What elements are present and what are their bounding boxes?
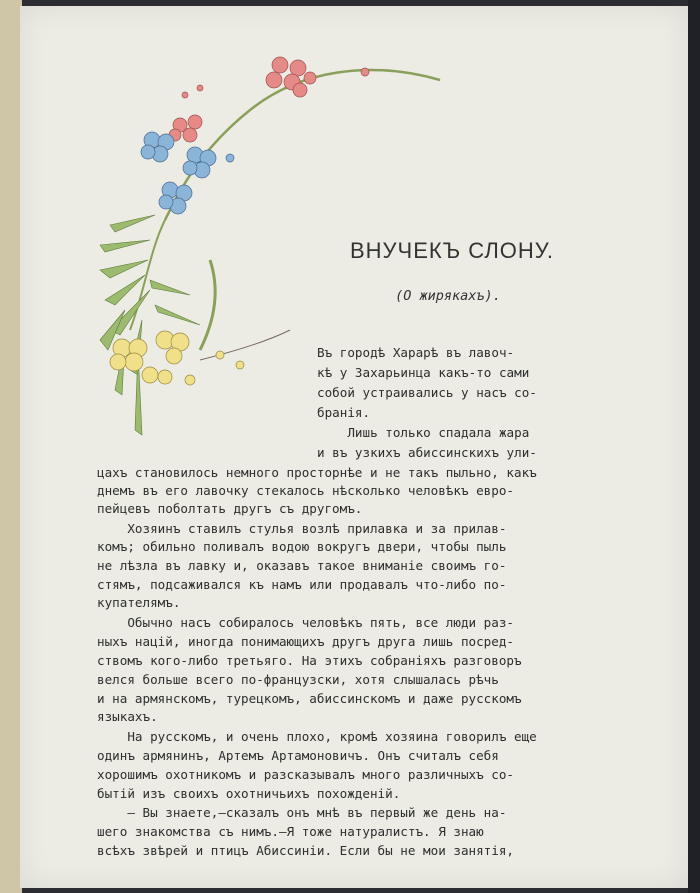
text-line: цахъ становилось немного просторнѣе и не такъ пыльно, какъ <box>97 465 537 480</box>
text-line: комъ; обильно поливалъ водою вокругъ двери, чтобы пыль <box>97 539 507 554</box>
text-line: бранія. <box>317 405 371 420</box>
story-title: ВНУЧЕКЪ СЛОНУ. <box>350 238 554 263</box>
text-line: собой устраивались у насъ со- <box>317 385 537 400</box>
text-line: шего знакомства съ нимъ.—Я тоже натуралистъ. Я знаю <box>97 824 484 839</box>
text-line: не лѣзла въ лавку и, оказавъ такое вниманіе своимъ го- <box>97 558 507 573</box>
text-line: Лишь только спадала жара <box>317 425 530 440</box>
page-right-edge <box>688 0 700 893</box>
text-line: одинъ армянинъ, Артемъ Артамоновичъ. Онъ считалъ себя <box>97 748 499 763</box>
text-line: пейцевъ поболтать другъ съ другомъ. <box>97 501 363 516</box>
text-line: ствомъ кого-либо третьяго. На этихъ собраніяхъ разговоръ <box>97 653 522 668</box>
text-line: ныхъ націй, иногда понимающихъ другъ друга лишь посред- <box>97 634 515 649</box>
text-line: стямъ, подсаживался къ намъ или продавалъ что-либо по- <box>97 577 507 592</box>
text-line: бытій изъ своихъ охотничьихъ похожденій. <box>97 786 401 801</box>
text-line: всѣхъ звѣрей и птицъ Абиссиніи. Если бы не мои занятія, <box>97 843 515 858</box>
text-line: купателямъ. <box>97 595 181 610</box>
text-line: языкахъ. <box>97 709 158 724</box>
text-line: велся больше всего по-французски, хотя слышалась рѣчь <box>97 672 499 687</box>
text-line: кѣ у Захарьинца какъ-то сами <box>317 365 530 380</box>
text-line: и въ узкихъ абиссинскихъ ули- <box>317 445 537 460</box>
text-line: Въ городѣ Харарѣ въ лавоч- <box>317 345 515 360</box>
text-line: Хозяинъ ставилъ стулья возлѣ прилавка и за прилав- <box>97 521 507 536</box>
text-line: и на армянскомъ, турецкомъ, абиссинскомъ и даже русскомъ <box>97 691 522 706</box>
text-line: Обычно насъ собиралось человѣкъ пять, все люди раз- <box>97 615 515 630</box>
text-line: хорошимъ охотникомъ и разсказывалъ много различныхъ со- <box>97 767 515 782</box>
text-line: На русскомъ, и очень плохо, кромѣ хозяина говорилъ еще <box>97 729 537 744</box>
book-spine-edge <box>0 0 22 893</box>
text-line: — Вы знаете,—сказалъ онъ мнѣ въ первый же день на- <box>97 805 507 820</box>
story-subtitle: (О жирякахъ). <box>395 288 501 304</box>
text-line: днемъ въ его лавочку стекалось нѣсколько человѣкъ евро- <box>97 483 515 498</box>
